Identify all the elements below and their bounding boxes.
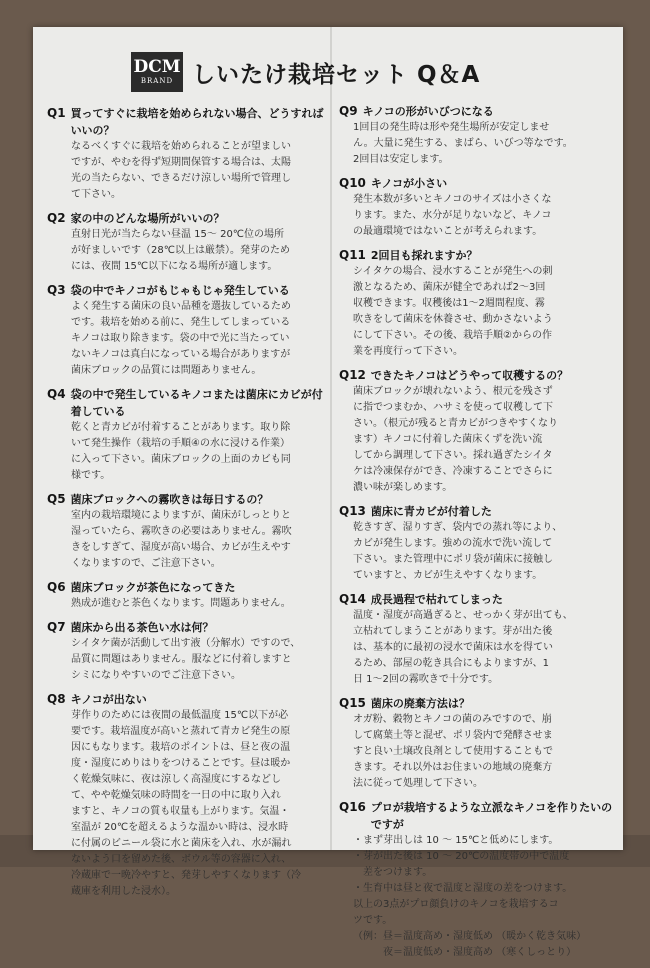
page-title: しいたけ栽培セット Q＆A	[192, 61, 481, 88]
question-text: キノコの形がいびつになる	[362, 105, 494, 118]
qa-item	[47, 691, 330, 900]
question-text: キノコが出ない	[70, 693, 147, 706]
question-text: できたキノコはどうやって収穫するの？	[370, 369, 569, 382]
answer-text: オガ粉、穀物とキノコの菌のみですので、崩 して腐葉土等と混ぜ、ポリ袋内で発酵させま すと良い土壌改良剤として使用することもで きます。それ以外はお住まいの地域の廃棄方 法に従って処理して下さい。	[353, 714, 553, 789]
question-text: プロが栽培するような立派なキノコを作りたいのですが	[370, 801, 613, 831]
left-column	[47, 105, 330, 907]
question-number: Q2	[47, 211, 66, 225]
qa-item	[339, 799, 615, 961]
question-text: 家の中のどんな場所がいいの？	[70, 212, 225, 225]
question-text: 菌床ブロックが茶色になってきた	[70, 581, 236, 594]
question-text: 袋の中で発生しているキノコまたは菌床にカビが付着している	[70, 388, 323, 418]
qa-item	[47, 619, 330, 684]
qa-item	[339, 247, 615, 360]
question-number: Q8	[47, 692, 66, 706]
qa-item	[339, 103, 615, 168]
question-text: 買ってすぐに栽培を始められない場合、どうすればいいの？	[70, 107, 324, 137]
qa-item	[339, 591, 615, 688]
answer-text: シイタケの場合、浸水することが発生への刺 激となるため、菌床が健全であれば2～3回 収穫できます。収穫後は1～2週間程度、霧 吹きをして菌床を休養させ、動かさないよう にして下さい。その後、栽培手順②からの作 業を再度行って下さい。	[353, 266, 553, 357]
answer-text: なるべくすぐに栽培を始められることが望ましい ですが、やむを得ず短期間保管する場合は、太陽 光の当たらない、できるだけ涼しい場所で管理し て下さい。	[71, 141, 291, 200]
answer-text: ・まず芽出しは 10 ～ 15℃と低めにします。 ・芽が出た後は 10 ～ 20℃の温度帯の中で温度 差をつけます。 ・生育中は昼と夜で温度と湿度の差をつけます。 以上の3点がプロ顔負けのキノコを栽培するコ ツです。 （例：昼＝温度高め・湿度低め （暖かく乾き気味） 夜＝温度低め・湿度高め （寒くしっとり）	[353, 835, 587, 958]
qa-item	[47, 105, 330, 203]
answer-text: 1回目の発生時は形や発生場所が安定しませ ん。大量に発生する、まばら、いびつ等なです。 2回目は安定します。	[353, 122, 573, 165]
answer-text: シイタケ菌が活動して出す液（分解水）ですので、 品質に問題はありません。服などに付着しますと シミになりやすいのでご注意下さい。	[71, 638, 301, 681]
question-number: Q1	[47, 106, 66, 120]
answer-text: 菌床ブロックが壊れないよう、根元を残さず に指でつまむか、ハサミを使って収穫して下 さい。（根元が残ると青カビがつきやすくなり ます）キノコに付着した菌床くずを洗い流 してから調理して下さい。採れ過ぎたシイタ ケは冷凍保存ができ、冷凍することでさらに 濃い味が楽しめます。	[353, 386, 558, 493]
answer-text: 乾くと青カビが付着することがあります。取り除 いて発生操作（栽培の手順④の水に浸ける作業） に入って下さい。菌床ブロックの上面のカビも同 様です。	[71, 422, 291, 481]
answer-text: 乾きすぎ、湿りすぎ、袋内での蒸れ等により、 カビが発生します。強めの流水で洗い流して 下さい。また管理中にポリ袋が菌床に接触し ていますと、カビが生えやすくなります。	[353, 522, 563, 581]
qa-item	[47, 386, 330, 484]
question-number: Q10	[339, 176, 366, 190]
dcm-brand-logo: DCM BRAND	[131, 52, 183, 92]
answer-text: 芽作りのためには夜間の最低温度 15℃以下が必 要です。栽培温度が高いと蒸れて青カビ発生の原 因にもなります。栽培のポイントは、昼と夜の温 度・湿度にめりはりをつけることです。昼は暖か く乾燥気味に、夜は涼しく高湿度にするなどし て、やや乾燥気味の時間を一日の中に取り入れ ますと、キノコの質も収量も上がります。気温・ 室温が 20℃を超えるような温かい時は、浸水時 に付属のビニール袋に水と菌床を入れ、水が漏れ ないよう口を留めた後、ボウル等の容器に入れ、 冷蔵庫で一晩冷やすと、発芽しやすくなります（冷 蔵庫を利用した浸水）。	[71, 710, 301, 897]
question-number: Q5	[47, 492, 66, 506]
question-text: 菌床から出る茶色い水は何？	[70, 621, 214, 634]
question-number: Q13	[339, 504, 366, 518]
question-text: 菌床に青カビが付着した	[370, 505, 492, 518]
question-number: Q11	[339, 248, 366, 262]
leaflet-header	[131, 51, 480, 93]
question-number: Q9	[339, 104, 358, 118]
answer-text: 温度・湿度が高過ぎると、せっかく芽が出ても、 立枯れてしまうことがあります。芽が出た後 は、基本的に最初の浸水で菌床は水を得てい るため、部屋の乾き具合にもよりますが、1 日 1～2回の霧吹きで十分です。	[353, 610, 573, 685]
qa-item	[47, 579, 330, 612]
qa-item	[47, 210, 330, 275]
right-column	[339, 103, 615, 968]
question-text: 菌床ブロックへの霧吹きは毎日するの？	[70, 493, 269, 506]
question-text: キノコが小さい	[370, 177, 448, 190]
question-number: Q12	[339, 368, 366, 382]
answer-text: 熟成が進むと茶色くなります。問題ありません。	[71, 598, 291, 609]
question-number: Q14	[339, 592, 366, 606]
question-text: 成長過程で枯れてしまった	[370, 593, 503, 606]
question-number: Q7	[47, 620, 66, 634]
answer-text: 直射日光が当たらない昼温 15～ 20℃位の場所 が好ましいです（28℃以上は厳禁）。発芽のため には、夜間 15℃以下になる場所が適します。	[71, 229, 290, 272]
question-text: 2回目も採れますか？	[370, 249, 478, 262]
qa-item	[339, 367, 615, 496]
qa-item	[47, 282, 330, 379]
qa-item	[339, 503, 615, 584]
qa-item	[47, 491, 330, 572]
question-number: Q15	[339, 696, 366, 710]
answer-text: 発生本数が多いとキノコのサイズは小さくな ります。また、水分が足りないなど、キノコ の最適環境ではないことが考えられます。	[353, 194, 552, 237]
qa-leaflet	[33, 27, 623, 958]
question-number: Q4	[47, 387, 66, 401]
question-text: 菌床の廃棄方法は？	[370, 697, 470, 710]
question-number: Q3	[47, 283, 66, 297]
question-number: Q16	[339, 800, 366, 814]
answer-text: 室内の栽培環境によりますが、菌床がしっとりと 湿っていたら、霧吹きの必要はありません。霧吹 きをしすぎて、湿度が高い場合、カビが生えやす くなりますので、ご注意下さい。	[71, 510, 292, 569]
qa-item	[339, 695, 615, 792]
question-text: 袋の中でキノコがもじゃもじゃ発生している	[70, 284, 290, 297]
qa-item	[339, 175, 615, 240]
answer-text: よく発生する菌床の良い品種を選抜しているため です。栽培を始める前に、発生してしまっている キノコは取り除きます。袋の中で光に当たってい ないキノコは真白になっている場合がありますが 菌床ブロックの品質には問題ありません。	[71, 301, 291, 376]
question-number: Q6	[47, 580, 66, 594]
paper-fold	[330, 27, 332, 850]
